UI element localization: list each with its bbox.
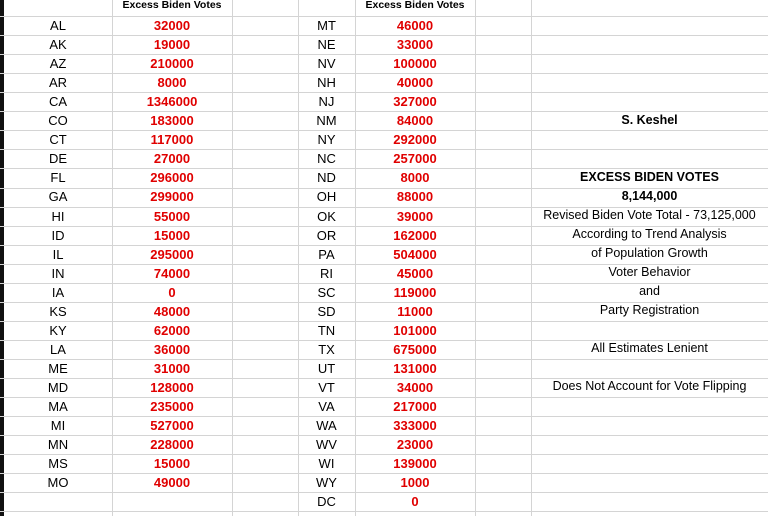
method-line-4[interactable]: and xyxy=(639,284,660,298)
right-state-cell[interactable]: TX xyxy=(318,342,335,357)
left-votes-cell[interactable]: 527000 xyxy=(150,418,194,433)
left-votes-cell[interactable]: 27000 xyxy=(153,151,191,166)
method-line-5[interactable]: Party Registration xyxy=(599,303,700,317)
left-state-cell[interactable]: AK xyxy=(49,37,67,52)
right-votes-cell[interactable]: 40000 xyxy=(396,75,434,90)
left-state-cell[interactable]: HI xyxy=(51,209,65,224)
left-votes-cell[interactable]: 49000 xyxy=(153,475,191,490)
right-state-cell[interactable]: OH xyxy=(316,189,337,204)
right-votes-cell[interactable]: 88000 xyxy=(396,189,434,204)
right-state-cell[interactable]: OK xyxy=(317,209,336,224)
right-state-cell[interactable]: MT xyxy=(317,18,336,33)
right-state-cell[interactable]: NV xyxy=(317,56,336,71)
right-votes-cell[interactable]: 292000 xyxy=(393,132,437,147)
left-votes-cell[interactable]: 299000 xyxy=(150,189,194,204)
right-state-cell[interactable]: NC xyxy=(317,151,336,166)
revised-total-note[interactable]: Revised Biden Vote Total - 73,125,000 xyxy=(543,208,756,222)
left-votes-cell[interactable]: 15000 xyxy=(153,228,191,243)
summary-total[interactable]: 8,144,000 xyxy=(621,189,678,203)
left-votes-cell[interactable]: 15000 xyxy=(153,456,191,471)
right-votes-cell[interactable]: 327000 xyxy=(393,94,437,109)
right-votes-cell[interactable]: 34000 xyxy=(396,380,434,395)
right-state-cell[interactable]: DC xyxy=(317,494,336,509)
left-votes-cell[interactable]: 62000 xyxy=(153,323,191,338)
left-state-cell[interactable]: DE xyxy=(48,151,68,166)
row-gridline xyxy=(0,511,768,512)
left-votes-cell[interactable]: 210000 xyxy=(150,56,194,71)
right-votes-cell[interactable]: 675000 xyxy=(393,342,437,357)
right-state-cell[interactable]: NH xyxy=(317,75,336,90)
left-state-cell[interactable]: LA xyxy=(50,342,66,357)
right-state-cell[interactable]: WY xyxy=(316,475,337,490)
left-state-cell[interactable]: MD xyxy=(47,380,69,395)
left-votes-cell[interactable]: 1346000 xyxy=(146,94,198,109)
left-votes-cell[interactable]: 36000 xyxy=(153,342,191,357)
right-state-cell[interactable]: VT xyxy=(318,380,335,395)
right-votes-cell[interactable]: 8000 xyxy=(400,170,430,185)
left-state-cell[interactable]: CA xyxy=(48,94,68,109)
right-state-cell[interactable]: WA xyxy=(316,418,337,433)
right-state-cell[interactable]: NM xyxy=(316,113,337,128)
right-votes-cell[interactable]: 1000 xyxy=(400,475,430,490)
right-state-cell[interactable]: WV xyxy=(316,437,337,452)
right-votes-cell[interactable]: 119000 xyxy=(393,285,437,300)
left-votes-cell[interactable]: 48000 xyxy=(153,304,191,319)
right-votes-cell[interactable]: 333000 xyxy=(393,418,437,433)
left-votes-cell[interactable]: 235000 xyxy=(150,399,194,414)
left-votes-cell[interactable]: 296000 xyxy=(150,170,194,185)
right-votes-cell[interactable]: 100000 xyxy=(393,56,437,71)
left-state-cell[interactable]: FL xyxy=(50,170,66,185)
right-state-cell[interactable]: SC xyxy=(317,285,336,300)
method-line-1[interactable]: According to Trend Analysis xyxy=(572,227,727,241)
left-votes-cell[interactable]: 74000 xyxy=(153,266,191,281)
left-state-cell[interactable]: MI xyxy=(50,418,66,433)
left-state-cell[interactable]: AZ xyxy=(49,56,67,71)
column-gridline xyxy=(531,0,532,516)
summary-title[interactable]: EXCESS BIDEN VOTES xyxy=(580,170,719,184)
right-votes-cell[interactable]: 39000 xyxy=(396,209,434,224)
column-header-excess-votes-right: Excess Biden Votes xyxy=(365,0,465,11)
right-state-cell[interactable]: UT xyxy=(317,361,336,376)
left-state-cell[interactable]: KS xyxy=(49,304,67,319)
left-state-cell[interactable]: CO xyxy=(48,113,68,128)
right-state-cell[interactable]: NY xyxy=(317,132,336,147)
flipping-note[interactable]: Does Not Account for Vote Flipping xyxy=(552,379,747,393)
left-votes-cell[interactable]: 128000 xyxy=(150,380,194,395)
left-votes-cell[interactable]: 295000 xyxy=(150,247,194,262)
left-state-cell[interactable]: IA xyxy=(51,285,65,300)
left-votes-cell[interactable]: 19000 xyxy=(153,37,191,52)
right-state-cell[interactable]: PA xyxy=(318,247,335,262)
right-state-cell[interactable]: SD xyxy=(317,304,336,319)
column-gridline xyxy=(232,0,233,516)
right-state-cell[interactable]: NJ xyxy=(318,94,335,109)
left-state-cell[interactable]: MS xyxy=(48,456,68,471)
left-votes-cell[interactable]: 183000 xyxy=(150,113,194,128)
left-votes-cell[interactable]: 31000 xyxy=(153,361,191,376)
left-state-cell[interactable]: GA xyxy=(48,189,68,204)
left-votes-cell[interactable]: 117000 xyxy=(150,132,194,147)
right-votes-cell[interactable]: 23000 xyxy=(396,437,434,452)
right-votes-cell[interactable]: 504000 xyxy=(393,247,437,262)
right-state-cell[interactable]: NE xyxy=(317,37,336,52)
left-state-cell[interactable]: AR xyxy=(48,75,68,90)
right-votes-cell[interactable]: 131000 xyxy=(393,361,437,376)
left-votes-cell[interactable]: 32000 xyxy=(153,18,191,33)
left-state-cell[interactable]: ME xyxy=(48,361,68,376)
right-votes-cell[interactable]: 0 xyxy=(411,494,419,509)
left-state-cell[interactable]: MA xyxy=(48,399,68,414)
right-votes-cell[interactable]: 45000 xyxy=(396,266,434,281)
right-state-cell[interactable]: WI xyxy=(318,456,335,471)
left-state-cell[interactable]: MO xyxy=(47,475,69,490)
author-label[interactable]: S. Keshel xyxy=(621,113,678,127)
left-votes-cell[interactable]: 228000 xyxy=(150,437,194,452)
right-state-cell[interactable]: ND xyxy=(317,170,336,185)
right-votes-cell[interactable]: 101000 xyxy=(393,323,437,338)
column-header-excess-votes-left: Excess Biden Votes xyxy=(122,0,222,11)
left-state-cell[interactable]: IN xyxy=(51,266,65,281)
method-line-2[interactable]: of Population Growth xyxy=(591,246,708,260)
right-votes-cell[interactable]: 11000 xyxy=(397,304,433,319)
right-votes-cell[interactable]: 84000 xyxy=(396,113,434,128)
left-state-cell[interactable]: IL xyxy=(52,247,64,262)
left-state-cell[interactable]: MN xyxy=(47,437,69,452)
right-state-cell[interactable]: OR xyxy=(316,228,337,243)
right-state-cell[interactable]: TN xyxy=(317,323,336,338)
left-state-cell[interactable]: AL xyxy=(50,18,66,33)
lenient-note[interactable]: All Estimates Lenient xyxy=(591,341,708,355)
left-votes-cell[interactable]: 0 xyxy=(168,285,176,300)
left-votes-cell[interactable]: 55000 xyxy=(153,209,191,224)
column-gridline xyxy=(475,0,476,516)
right-votes-cell[interactable]: 257000 xyxy=(393,151,437,166)
right-votes-cell[interactable]: 33000 xyxy=(396,37,434,52)
right-state-cell[interactable]: RI xyxy=(320,266,333,281)
left-votes-cell[interactable]: 8000 xyxy=(157,75,187,90)
left-state-cell[interactable]: CT xyxy=(49,132,67,147)
right-votes-cell[interactable]: 139000 xyxy=(393,456,437,471)
right-state-cell[interactable]: VA xyxy=(318,399,335,414)
method-line-3[interactable]: Voter Behavior xyxy=(608,265,691,279)
right-votes-cell[interactable]: 46000 xyxy=(396,18,434,33)
right-votes-cell[interactable]: 162000 xyxy=(393,228,437,243)
left-state-cell[interactable]: ID xyxy=(51,228,65,243)
right-votes-cell[interactable]: 217000 xyxy=(393,399,437,414)
left-state-cell[interactable]: KY xyxy=(49,323,67,338)
